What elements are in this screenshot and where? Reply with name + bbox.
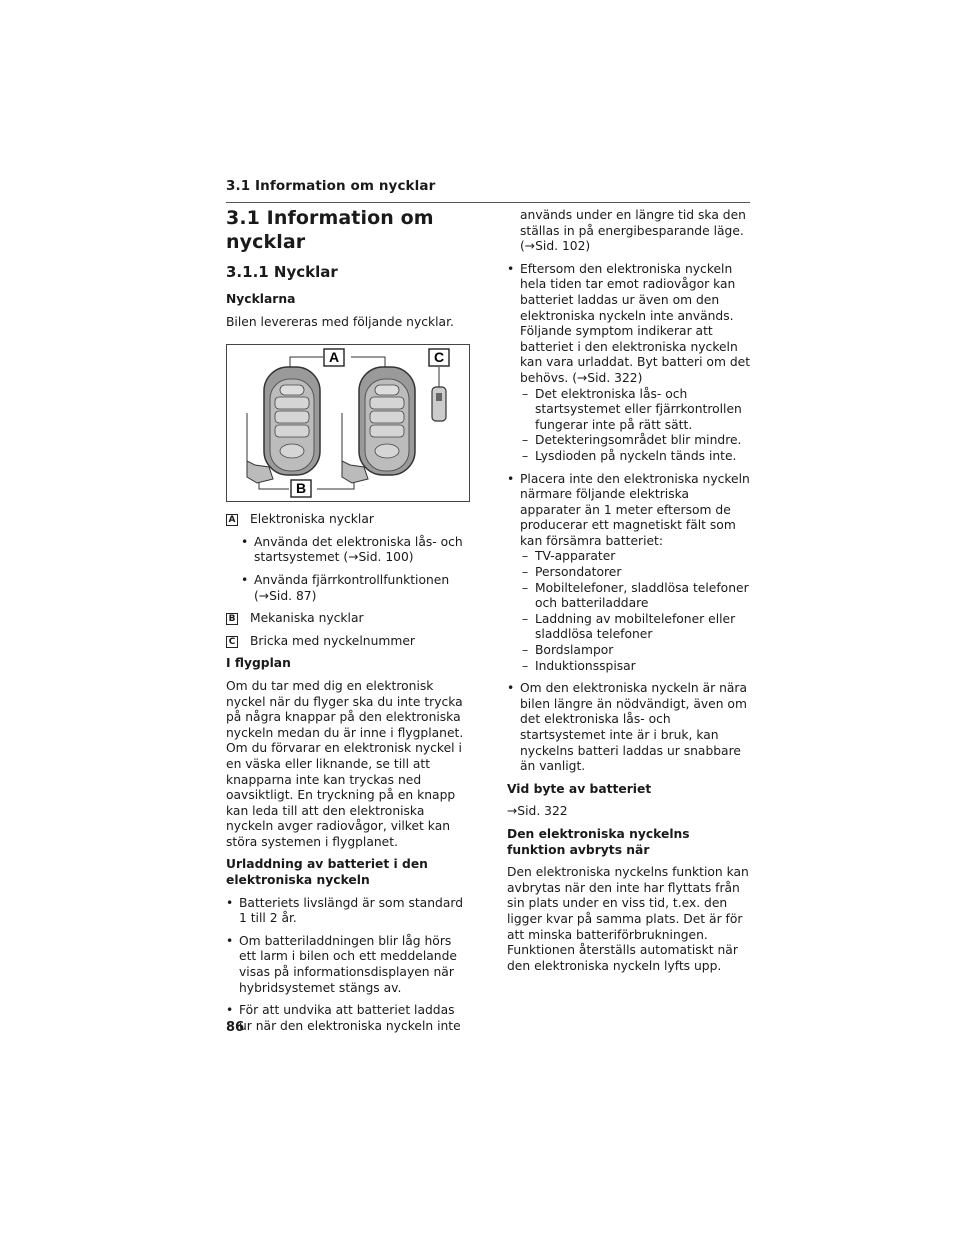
symptom-item: – Lysdioden på nyckeln tänds inte.: [507, 449, 752, 465]
symptom-list: [507, 387, 752, 465]
function-heading: Den elektroniska nyckelns funktion avbryts när: [507, 826, 690, 857]
battery-bullet: • För att undvika att batteriet laddas ur när den elektroniska nyckeln inte: [226, 1003, 471, 1034]
replace-heading: Vid byte av batteriet: [507, 781, 652, 796]
device-item: – Laddning av mobiltelefoner eller sladdlösa telefoner: [507, 612, 752, 643]
symptom-item: – Det elektroniska lås- och startsystemet eller fjärrkontrollen fungerar inte på rätt sätt.: [507, 387, 752, 434]
electronic-key-right: [342, 367, 415, 483]
legend-a-item: • Använda det elektroniska lås- och startsystemet (→Sid. 100): [226, 535, 471, 566]
keys-illustration: [227, 345, 469, 501]
place-bullet: • Placera inte den elektroniska nyckeln närmare följande elektriska apparater än 1 meter eftersom de producerar ett magnetiskt fält som kan försämra batteriet:: [507, 472, 752, 550]
running-header-title: 3.1 Information om nycklar: [226, 178, 436, 194]
legend-c: [226, 634, 471, 650]
battery-bullet: • Batteriets livslängd är som standard 1 till 2 år.: [226, 896, 471, 927]
legend-a-item: • Använda fjärrkontrollfunktionen (→Sid. 87): [226, 573, 471, 604]
legend-b: [226, 611, 471, 627]
symptom-item: – Detekteringsområdet blir mindre.: [507, 433, 752, 449]
keys-figure: [226, 344, 470, 502]
figure-label-b: B: [295, 480, 307, 497]
right-column: [507, 208, 752, 981]
key-number-tag: [432, 387, 446, 421]
figure-label-c: C: [433, 349, 445, 366]
continuation-text: används under en längre tid ska den ställas in på energibesparande läge. (→Sid. 102): [520, 208, 746, 254]
near-bullet: • Om den elektroniska nyckeln är nära bilen längre än nödvändigt, även om det elektroniska lås- och startsystemet inte är i bruk, kan nyckelns batteri laddas ur snabbare än vanligt.: [507, 681, 752, 775]
legend-c-text: Bricka med nyckelnummer: [250, 633, 415, 648]
section-heading: 3.1 Information om nycklar: [226, 207, 434, 253]
device-item: – Mobiltelefoner, sladdlösa telefoner och batteriladdare: [507, 581, 752, 612]
page-number: 86: [226, 1020, 245, 1035]
plane-text: Om du tar med dig en elektronisk nyckel när du flyger ska du inte trycka på några knappar på den elektroniska nyckeln medan du är inne i flygplanet. Om du förvarar en elektronisk nyckel i en väska eller liknande, se till att knapparna inte kan tryckas ned oavsiktligt. En tryckning på en knapp kan leda till att den elektroniska nyckeln avger radiovågor, vilket kan störa systemen i flygplanet.: [226, 678, 464, 849]
legend-b-text: Mekaniska nycklar: [250, 611, 364, 626]
keys-heading: Nycklarna: [226, 292, 296, 306]
figure-label-a: A: [328, 349, 340, 366]
device-item: – Bordslampor: [507, 643, 752, 659]
plane-heading: I flygplan: [226, 656, 291, 671]
legend-a-letter: A: [226, 514, 238, 526]
intro-text: Bilen levereras med följande nycklar.: [226, 314, 454, 329]
battery-bullet: • Om batteriladdningen blir låg hörs ett larm i bilen och ett meddelande visas på informationsdisplayen när hybridsystemet stängs av.: [226, 934, 471, 996]
legend-c-letter: C: [226, 636, 238, 648]
legend-b-letter: B: [226, 613, 238, 625]
running-header: [226, 178, 750, 203]
device-item: – Induktionsspisar: [507, 659, 752, 675]
electronic-key-left: [247, 367, 320, 483]
battery-heading: Urladdning av batteriet i den elektroniska nyckeln: [226, 857, 428, 888]
left-column: [226, 206, 471, 1041]
legend-a: [226, 512, 471, 528]
device-item: – Persondatorer: [507, 565, 752, 581]
device-item: – TV-apparater: [507, 549, 752, 565]
subsection-heading: 3.1.1 Nycklar: [226, 263, 338, 281]
receive-bullet: • Eftersom den elektroniska nyckeln hela tiden tar emot radiovågor kan batteriet laddas ur även om den elektroniska nyckeln inte används. Följande symptom indikerar att batteriet i den elektroniska nyckeln kan vara urladdat. Byt batteri om det behövs. (→Sid. 322): [507, 262, 752, 387]
replace-ref: →Sid. 322: [507, 804, 568, 819]
function-text: Den elektroniska nyckelns funktion kan avbrytas när den inte har flyttats från sin plats under en viss tid, t.ex. den ligger kvar på samma plats. Det är för att minska batteriförbrukningen. Funktionen återställs automatiskt när den elektroniska nyckeln lyfts upp.: [507, 865, 749, 973]
legend-a-text: Elektroniska nycklar: [250, 512, 374, 527]
device-list: [507, 549, 752, 674]
